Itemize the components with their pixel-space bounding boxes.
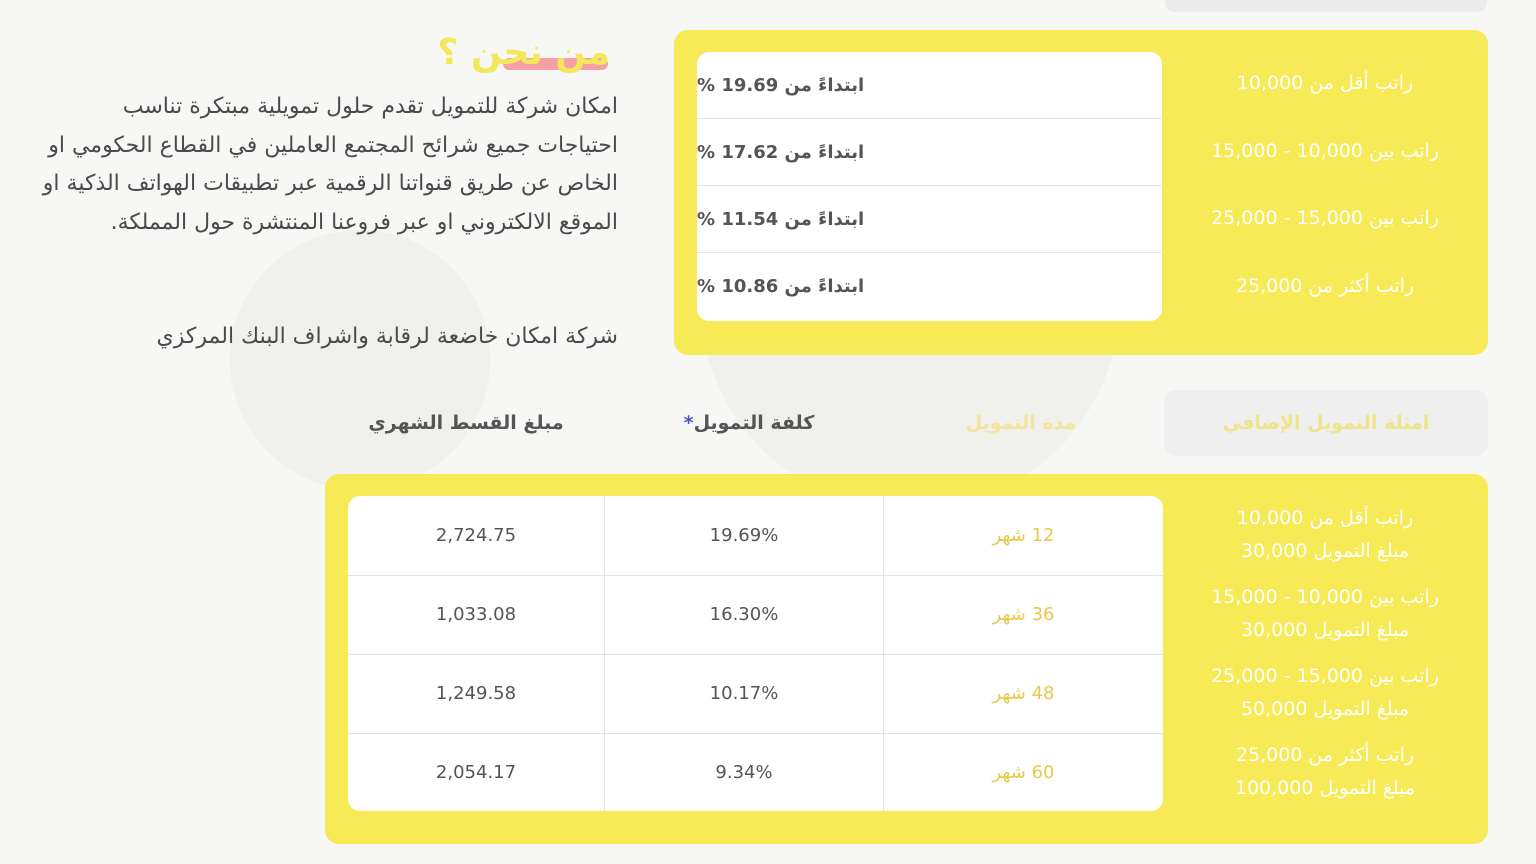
example-amount: مبلغ التمويل 30,000 [1240, 619, 1410, 641]
tab-monthly-installment[interactable]: مبلغ القسط الشهري [368, 412, 564, 434]
cost-cell: 9.34% [604, 733, 884, 811]
duration-cell: 36 شهر [992, 604, 1055, 625]
tab-financing-cost[interactable] [606, 390, 886, 456]
rates-card [697, 52, 1162, 321]
installment-cell: 1,249.58 [435, 683, 517, 704]
cost-cell: 10.17% [604, 654, 884, 733]
tab-financing-duration[interactable]: مدة التمويل [965, 412, 1077, 434]
salary-bracket-label: راتب أقل من 10,000 [1236, 72, 1414, 94]
duration-cell: 60 شهر [992, 762, 1055, 783]
about-title-text: من نحن ؟ [437, 32, 610, 73]
rate-value: ابتداءً من 17.62 % [697, 141, 865, 163]
examples-tabs [326, 390, 1488, 456]
regulation-note: شركة امكان خاضعة لرقابة واشراف البنك المركزي [156, 324, 618, 349]
about-title [400, 28, 610, 78]
example-amount: مبلغ التمويل 30,000 [1240, 540, 1410, 562]
examples-card [348, 496, 1163, 811]
cost-cell: 19.69% [604, 496, 884, 575]
example-salary: راتب أكثر من 25,000 [1235, 744, 1415, 766]
installment-cell: 2,054.17 [435, 762, 517, 783]
rate-row [697, 186, 1162, 253]
example-amount: مبلغ التمويل 100,000 [1234, 777, 1416, 799]
example-salary: راتب أقل من 10,000 [1236, 507, 1414, 529]
table-row [348, 654, 1163, 734]
table-row [348, 733, 1163, 811]
duration-cell: 12 شهر [992, 525, 1055, 546]
financing-cost-label: كلفة التمويل [693, 412, 815, 434]
installment-cell: 2,724.75 [435, 525, 517, 546]
cost-cell: 16.30% [604, 575, 884, 654]
example-label [1160, 502, 1490, 568]
tab-additional-financing-examples[interactable]: امثلة التمويل الإضافي [1164, 390, 1488, 456]
table-row [348, 496, 1163, 576]
salary-bracket-label: راتب أكثر من 25,000 [1235, 275, 1415, 297]
salary-bracket-label: راتب بين 10,000 - 15,000 [1211, 140, 1439, 162]
rate-value: ابتداءً من 11.54 % [697, 208, 865, 230]
rate-value: ابتداءً من 19.69 % [697, 74, 865, 96]
example-salary: راتب بين 10,000 - 15,000 [1211, 586, 1439, 608]
about-paragraph: امكان شركة للتمويل تقدم حلول تمويلية مبتكرة تناسب احتياجات جميع شرائح المجتمع العاملين في القطاع الحكومي او الخاص عن طريق قنواتنا الرقمية عبر تطبيقات الهواتف الذكية او الموقع الالكتروني او عبر فروعنا المنتشرة حول المملكة. [42, 94, 618, 235]
table-row [348, 575, 1163, 655]
example-label [1160, 660, 1490, 726]
example-amount: مبلغ التمويل 50,000 [1240, 698, 1410, 720]
rate-row [697, 52, 1162, 119]
top-tab-strip [1165, 0, 1487, 12]
duration-cell: 48 شهر [992, 683, 1055, 704]
example-label [1160, 581, 1490, 647]
rate-row [697, 253, 1162, 320]
asterisk-marker: * [683, 412, 694, 434]
installment-cell: 1,033.08 [435, 604, 517, 625]
salary-bracket-label: راتب بين 15,000 - 25,000 [1211, 207, 1439, 229]
rate-value: ابتداءً من 10.86 % [697, 276, 865, 297]
example-label [1160, 739, 1490, 805]
rate-row [697, 119, 1162, 186]
example-salary: راتب بين 15,000 - 25,000 [1211, 665, 1439, 687]
